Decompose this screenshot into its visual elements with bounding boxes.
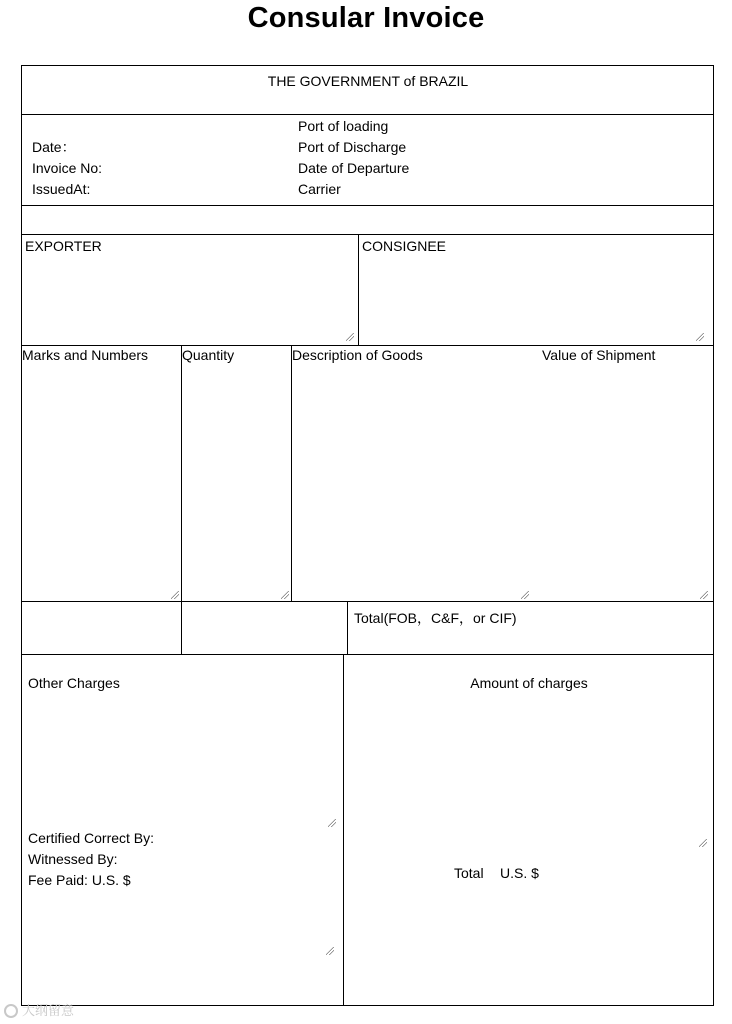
divider xyxy=(22,205,714,206)
issued-at-label: IssuedAt: xyxy=(32,181,91,197)
exporter-textarea-resize-handle[interactable] xyxy=(346,333,354,341)
port-of-loading-label: Port of loading xyxy=(298,118,389,134)
document-title: Consular Invoice xyxy=(247,2,485,34)
description-textarea-resize-handle[interactable] xyxy=(521,591,529,599)
value-header: Value of Shipment xyxy=(542,347,656,363)
witnessed-label: Witnessed By: xyxy=(28,851,118,867)
divider xyxy=(22,601,714,602)
divider xyxy=(22,114,714,115)
port-of-discharge-label: Port of Discharge xyxy=(298,139,407,155)
consignee-label: CONSIGNEE xyxy=(362,238,447,254)
certification-textarea-resize-handle[interactable] xyxy=(326,947,334,955)
carrier-label: Carrier xyxy=(298,181,341,197)
divider xyxy=(343,655,344,1006)
exporter-label: EXPORTER xyxy=(25,238,102,254)
divider xyxy=(22,234,714,235)
watermark-text: 大纲留意 xyxy=(22,1003,75,1018)
consignee-textarea-resize-handle[interactable] xyxy=(696,333,704,341)
certified-label: Certified Correct By: xyxy=(28,830,155,846)
divider xyxy=(291,346,292,601)
charges-total-currency: U.S. $ xyxy=(500,865,539,881)
amount-of-charges-label: Amount of charges xyxy=(470,675,588,691)
divider xyxy=(347,602,348,654)
description-header: Description of Goods xyxy=(292,347,423,363)
marks-numbers-header: Marks and Numbers xyxy=(22,347,149,363)
amount-charges-textarea-resize-handle[interactable] xyxy=(699,839,707,847)
date-of-departure-label: Date of Departure xyxy=(298,160,410,176)
value-textarea-resize-handle[interactable] xyxy=(700,591,708,599)
quantity-textarea-resize-handle[interactable] xyxy=(281,591,289,599)
divider xyxy=(358,235,359,345)
marks-textarea-resize-handle[interactable] xyxy=(171,591,179,599)
other-charges-textarea-resize-handle[interactable] xyxy=(328,819,336,827)
date-label: Date： xyxy=(32,139,76,155)
other-charges-label: Other Charges xyxy=(28,675,120,691)
charges-total-label: Total xyxy=(454,865,484,881)
watermark-logo-icon xyxy=(4,1004,18,1018)
invoice-no-label: Invoice No: xyxy=(32,160,103,176)
watermark xyxy=(4,1000,74,1019)
invoice-form xyxy=(21,65,714,1006)
fee-paid-label: Fee Paid: U.S. $ xyxy=(28,872,131,888)
quantity-header: Quantity xyxy=(182,347,235,363)
shipment-total-label: Total(FOB，C&F，or CIF) xyxy=(354,610,517,626)
government-header: THE GOVERNMENT of BRAZIL xyxy=(267,73,469,89)
divider xyxy=(22,654,714,655)
divider xyxy=(181,346,182,654)
divider xyxy=(22,345,714,346)
